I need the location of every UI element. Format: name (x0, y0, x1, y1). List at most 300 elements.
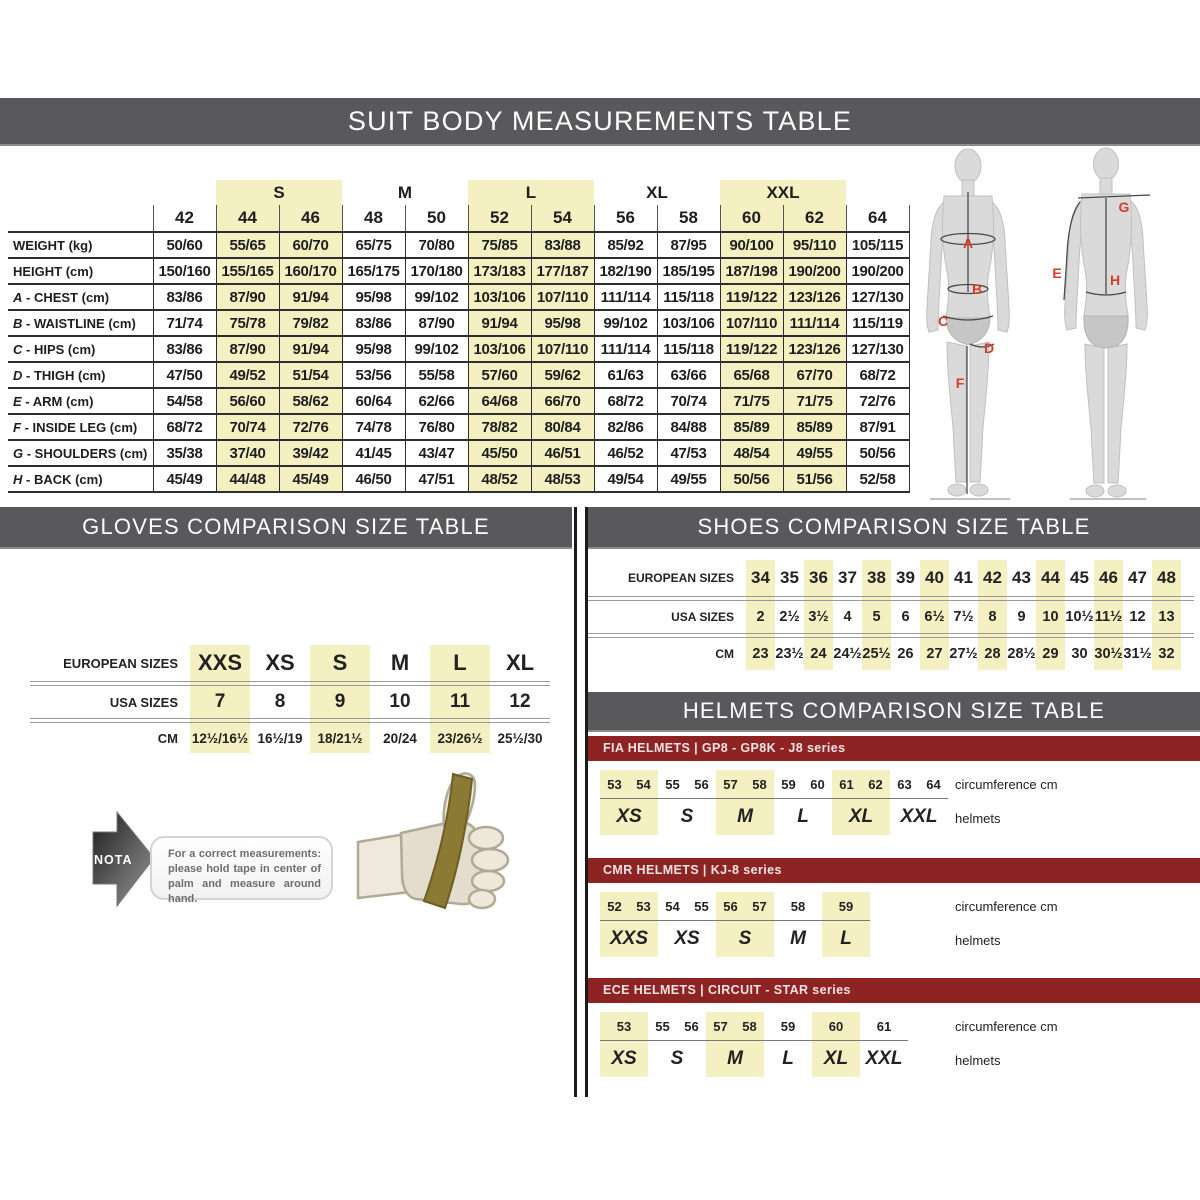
shoes-row (588, 638, 1194, 670)
suit-value-cell: 177/187 (531, 258, 594, 284)
suit-value-cell: 66/70 (531, 388, 594, 414)
suit-value-cell: 52/58 (846, 466, 909, 492)
helmet-size-group (658, 770, 716, 835)
suit-size-cell: 48 (342, 205, 405, 232)
suit-value-cell: 87/91 (846, 414, 909, 440)
cmr-helmet-groups (600, 892, 870, 957)
suit-group-cell (8, 180, 216, 205)
suit-value-cell: 37/40 (216, 440, 279, 466)
ece-helmet-groups (600, 1012, 908, 1077)
row-label: USA SIZES (109, 694, 178, 710)
circumference-value: 61 (839, 776, 854, 792)
circumference-row (774, 770, 832, 799)
circumference-value: 60 (828, 1018, 844, 1034)
suit-value-cell: 87/90 (216, 336, 279, 362)
suit-row-label: WEIGHT (kg) (8, 232, 153, 258)
suit-value-cell: 70/80 (405, 232, 468, 258)
suit-value-cell: 49/54 (594, 466, 657, 492)
circumference-row (860, 1012, 908, 1041)
gloves-cell: 16½/19 (257, 730, 303, 746)
suit-value-cell: 48/54 (720, 440, 783, 466)
suit-value-cell: 83/86 (153, 284, 216, 310)
suit-group-cell (846, 180, 909, 205)
circumference-value: 59 (838, 898, 854, 914)
suit-value-cell: 72/76 (846, 388, 909, 414)
helmet-size-group (774, 770, 832, 835)
suit-value-cell: 83/88 (531, 232, 594, 258)
suit-size-cell: 56 (594, 205, 657, 232)
suit-value-cell: 80/84 (531, 414, 594, 440)
fia-helmets-table (590, 770, 1200, 838)
gloves-cell: XXS (197, 650, 243, 675)
suit-value-cell: 115/119 (846, 310, 909, 336)
label-C-hips: C (937, 313, 949, 329)
shoes-cell: 24½ (833, 646, 862, 662)
suit-value-cell: 87/90 (216, 284, 279, 310)
circumference-label: circumference cm (955, 899, 1058, 914)
circumference-value: 53 (636, 898, 651, 914)
helmets-label: helmets (955, 811, 1001, 826)
circumference-value: 56 (694, 776, 709, 792)
circumference-value: 55 (665, 776, 680, 792)
shoes-cell: 46 (1099, 568, 1118, 587)
shoes-cell: 31½ (1123, 646, 1152, 662)
suit-value-cell: 70/74 (657, 388, 720, 414)
suit-value-cell: 85/89 (720, 414, 783, 440)
helmet-size-group (600, 770, 658, 835)
helmet-size-group (822, 892, 870, 957)
circumference-value: 58 (752, 776, 767, 792)
shoes-cell: 13 (1158, 609, 1175, 625)
suit-value-cell: 67/70 (783, 362, 846, 388)
circumference-row (648, 1012, 706, 1041)
gloves-row (30, 723, 550, 753)
circumference-label: circumference cm (955, 1019, 1058, 1034)
suit-value-cell: 43/47 (405, 440, 468, 466)
suit-value-cell: 47/51 (405, 466, 468, 492)
circumference-value: 59 (781, 776, 796, 792)
shoes-cell: 47 (1128, 568, 1147, 587)
helmets-label: helmets (955, 933, 1001, 948)
suit-value-cell: 50/56 (846, 440, 909, 466)
suit-value-cell: 61/63 (594, 362, 657, 388)
gloves-cell: 9 (334, 691, 346, 712)
helmet-size-label: XXS (609, 928, 649, 949)
helmet-size-label: XL (823, 1048, 849, 1069)
shoes-cell: 5 (872, 609, 881, 625)
suit-value-cell: 50/56 (720, 466, 783, 492)
suit-value-cell: 84/88 (657, 414, 720, 440)
circumference-value: 64 (926, 776, 941, 792)
helmet-size-group (716, 892, 774, 957)
circumference-row (822, 892, 870, 921)
suit-data-row (8, 466, 909, 492)
shoes-cell: 24 (810, 646, 827, 662)
circumference-row (774, 892, 822, 921)
suit-value-cell: 123/126 (783, 284, 846, 310)
circumference-row (658, 770, 716, 799)
suit-value-cell: 182/190 (594, 258, 657, 284)
shoes-cell: 36 (809, 568, 828, 587)
gloves-cell: 10 (389, 691, 411, 712)
helmet-size-label: S (738, 928, 752, 949)
suit-group-row (8, 180, 909, 205)
suit-value-cell: 44/48 (216, 466, 279, 492)
shoes-cell: 6½ (924, 609, 945, 625)
suit-value-cell: 63/66 (657, 362, 720, 388)
helmet-size-group (860, 1012, 908, 1077)
suit-data-row (8, 284, 909, 310)
suit-value-cell: 119/122 (720, 284, 783, 310)
suit-size-row (8, 205, 909, 232)
circumference-value: 56 (723, 898, 738, 914)
suit-value-cell: 90/100 (720, 232, 783, 258)
suit-data-row (8, 232, 909, 258)
suit-group-cell: L (468, 180, 594, 205)
circumference-row (832, 770, 890, 799)
suit-value-cell: 60/70 (279, 232, 342, 258)
suit-row-label: H - BACK (cm) (8, 466, 153, 492)
suit-size-cell: 62 (783, 205, 846, 232)
suit-value-cell: 95/98 (342, 284, 405, 310)
gloves-cell: XS (265, 650, 295, 675)
helmets-label: helmets (955, 1053, 1001, 1068)
gloves-cell: 8 (274, 691, 286, 712)
suit-value-cell: 111/114 (594, 284, 657, 310)
circumference-value: 54 (665, 898, 680, 914)
suit-value-cell: 71/75 (720, 388, 783, 414)
helmet-size-label: M (727, 1048, 743, 1069)
suit-value-cell: 68/72 (846, 362, 909, 388)
suit-value-cell: 160/170 (279, 258, 342, 284)
shoes-cell: 30½ (1094, 646, 1123, 662)
helmet-size-label: S (670, 1048, 684, 1069)
suit-size-cell: 58 (657, 205, 720, 232)
shoes-cell: 37 (838, 568, 857, 587)
suit-data-row (8, 362, 909, 388)
circumference-value: 61 (876, 1018, 892, 1034)
cmr-helmets-table (590, 892, 1200, 960)
circumference-value: 53 (607, 776, 622, 792)
shoes-cell: 8 (988, 609, 997, 625)
shoes-cell: 12 (1129, 609, 1146, 625)
suit-value-cell: 78/82 (468, 414, 531, 440)
suit-value-cell: 170/180 (405, 258, 468, 284)
suit-value-cell: 47/53 (657, 440, 720, 466)
suit-value-cell: 107/110 (531, 284, 594, 310)
circumference-value: 54 (636, 776, 651, 792)
suit-value-cell: 87/90 (405, 310, 468, 336)
suit-value-cell: 45/50 (468, 440, 531, 466)
helmet-size-label: XS (674, 928, 700, 949)
suit-size-cell: 54 (531, 205, 594, 232)
suit-row-label: B - WAISTLINE (cm) (8, 310, 153, 336)
suit-value-cell: 99/102 (405, 336, 468, 362)
gloves-cell: S (332, 650, 348, 675)
cmr-helmets-series-bar: CMR HELMETS | KJ-8 series (588, 858, 1200, 883)
suit-value-cell: 91/94 (468, 310, 531, 336)
shoes-cell: 38 (867, 568, 886, 587)
suit-size-cell: 50 (405, 205, 468, 232)
shoes-cell: 10 (1042, 609, 1059, 625)
suit-value-cell: 83/86 (342, 310, 405, 336)
shoes-cell: 27½ (949, 646, 978, 662)
row-label: EUROPEAN SIZES (627, 571, 734, 585)
helmet-size-group (600, 892, 658, 957)
suit-value-cell: 103/106 (468, 284, 531, 310)
circumference-value: 57 (723, 776, 738, 792)
suit-group-cell: XXL (720, 180, 846, 205)
shoes-cell: 32 (1158, 646, 1175, 662)
suit-value-cell: 48/53 (531, 466, 594, 492)
shoes-cell: 35 (780, 568, 799, 587)
circumference-value: 57 (752, 898, 767, 914)
shoes-cell: 6 (901, 609, 910, 625)
shoes-row (588, 560, 1194, 596)
suit-value-cell: 83/86 (153, 336, 216, 362)
circumference-value: 52 (607, 898, 622, 914)
shoes-cell: 2 (756, 609, 765, 625)
circumference-value: 56 (684, 1018, 699, 1034)
label-H-back: H (1109, 272, 1121, 288)
nota-label: NOTA (94, 853, 133, 867)
suit-value-cell: 103/106 (468, 336, 531, 362)
suit-data-row (8, 336, 909, 362)
suit-value-cell: 79/82 (279, 310, 342, 336)
suit-value-cell: 87/95 (657, 232, 720, 258)
helmets-table-title: HELMETS COMPARISON SIZE TABLE (682, 698, 1106, 723)
shoes-cell: 28 (984, 646, 1001, 662)
helmet-size-group (812, 1012, 860, 1077)
suit-value-cell: 85/92 (594, 232, 657, 258)
suit-row-label: E - ARM (cm) (8, 388, 153, 414)
shoes-cell: 30 (1071, 646, 1088, 662)
suit-value-cell: 99/102 (594, 310, 657, 336)
suit-row-label: HEIGHT (cm) (8, 258, 153, 284)
suit-value-cell: 48/52 (468, 466, 531, 492)
circumference-value: 58 (790, 898, 806, 914)
shoes-cell: 26 (897, 646, 914, 662)
suit-value-cell: 68/72 (594, 388, 657, 414)
suit-row-label: C - HIPS (cm) (8, 336, 153, 362)
suit-value-cell: 165/175 (342, 258, 405, 284)
suit-value-cell: 115/118 (657, 284, 720, 310)
suit-value-cell: 119/122 (720, 336, 783, 362)
label-F-inside-leg: F (955, 375, 965, 391)
suit-size-spacer (8, 205, 153, 232)
suit-value-cell: 85/89 (783, 414, 846, 440)
circumference-value: 55 (694, 898, 709, 914)
body-measurement-figure (910, 142, 1200, 510)
circumference-row (600, 892, 658, 921)
helmet-size-label: S (680, 806, 694, 827)
circumference-value: 53 (616, 1018, 632, 1034)
circumference-row (706, 1012, 764, 1041)
circumference-value: 57 (713, 1018, 728, 1034)
suit-row-label: F - INSIDE LEG (cm) (8, 414, 153, 440)
circumference-row (716, 892, 774, 921)
circumference-value: 63 (897, 776, 912, 792)
suit-row-label: D - THIGH (cm) (8, 362, 153, 388)
suit-value-cell: 155/165 (216, 258, 279, 284)
suit-data-row (8, 258, 909, 284)
gloves-cell: L (453, 650, 467, 675)
suit-value-cell: 68/72 (153, 414, 216, 440)
shoes-cell: 25½ (862, 646, 891, 662)
suit-value-cell: 150/160 (153, 258, 216, 284)
suit-value-cell: 95/98 (342, 336, 405, 362)
suit-row-label: A - CHEST (cm) (8, 284, 153, 310)
fia-helmets-series-bar: FIA HELMETS | GP8 - GP8K - J8 series (588, 736, 1200, 761)
suit-value-cell: 55/58 (405, 362, 468, 388)
suit-value-cell: 76/80 (405, 414, 468, 440)
shoes-cell: 43 (1012, 568, 1031, 587)
suit-value-cell: 127/130 (846, 336, 909, 362)
shoes-cell: 41 (954, 568, 973, 587)
helmet-size-group (600, 1012, 648, 1077)
suit-value-cell: 185/195 (657, 258, 720, 284)
shoes-cell: 39 (896, 568, 915, 587)
suit-value-cell: 95/98 (531, 310, 594, 336)
label-E-arm: E (1052, 265, 1062, 281)
label-D-thigh: D (983, 340, 995, 356)
circumference-value: 59 (780, 1018, 796, 1034)
helmet-size-label: XXL (900, 806, 938, 827)
helmet-size-label: XS (611, 1048, 637, 1069)
suit-value-cell: 50/60 (153, 232, 216, 258)
shoes-cell: 45 (1070, 568, 1089, 587)
gloves-cell: 18/21½ (317, 730, 363, 746)
suit-value-cell: 60/64 (342, 388, 405, 414)
suit-group-cell: M (397, 182, 413, 202)
suit-value-cell: 46/52 (594, 440, 657, 466)
suit-data-row (8, 414, 909, 440)
shoes-cell: 23½ (775, 646, 804, 662)
suit-value-cell: 45/49 (279, 466, 342, 492)
gloves-cell: 23/26½ (437, 730, 483, 746)
suit-value-cell: 58/62 (279, 388, 342, 414)
shoes-cell: 3½ (808, 609, 829, 625)
shoes-cell: 42 (983, 568, 1002, 587)
thumbs-up-measure-illustration (356, 768, 518, 930)
suit-value-cell: 46/50 (342, 466, 405, 492)
suit-value-cell: 70/74 (216, 414, 279, 440)
suit-value-cell: 49/55 (657, 466, 720, 492)
panel-divider-left (574, 507, 577, 1097)
suit-value-cell: 75/85 (468, 232, 531, 258)
row-label: USA SIZES (671, 610, 734, 624)
shoes-cell: 27 (926, 646, 943, 662)
suit-measurements-section (8, 180, 910, 493)
helmet-size-group (658, 892, 716, 957)
circumference-row (764, 1012, 812, 1041)
circumference-row (890, 770, 948, 799)
suit-size-cell: 64 (846, 205, 909, 232)
shoes-cell: 48 (1157, 568, 1176, 587)
suit-value-cell: 75/78 (216, 310, 279, 336)
shoes-cell: 29 (1042, 646, 1059, 662)
shoes-cell: 11½ (1094, 609, 1123, 625)
shoes-row (588, 601, 1194, 633)
suit-data-row (8, 310, 909, 336)
suit-value-cell: 173/183 (468, 258, 531, 284)
gloves-cell: XL (505, 650, 535, 675)
circumference-value: 60 (810, 776, 825, 792)
suit-value-cell: 99/102 (405, 284, 468, 310)
suit-value-cell: 91/94 (279, 284, 342, 310)
suit-value-cell: 111/114 (594, 336, 657, 362)
suit-value-cell: 190/200 (846, 258, 909, 284)
helmet-size-label: XL (848, 806, 874, 827)
suit-size-cell: 60 (720, 205, 783, 232)
suit-value-cell: 62/66 (405, 388, 468, 414)
circumference-value: 55 (655, 1018, 670, 1034)
helmet-size-group (706, 1012, 764, 1077)
suit-value-cell: 54/58 (153, 388, 216, 414)
shoes-cell: 44 (1041, 568, 1060, 587)
shoes-cell: 2½ (779, 609, 800, 625)
suit-value-cell: 57/60 (468, 362, 531, 388)
suit-row-label: G - SHOULDERS (cm) (8, 440, 153, 466)
shoes-cell: 7½ (953, 609, 974, 625)
helmet-size-label: XS (616, 806, 642, 827)
suit-group-cell: S (216, 180, 342, 205)
gloves-row (30, 686, 550, 718)
suit-value-cell: 123/126 (783, 336, 846, 362)
helmet-size-group (774, 892, 822, 957)
fia-helmet-groups (600, 770, 948, 835)
row-label: CM (157, 730, 178, 746)
row-label: EUROPEAN SIZES (63, 655, 178, 671)
suit-value-cell: 71/75 (783, 388, 846, 414)
circumference-value: 58 (742, 1018, 757, 1034)
suit-value-cell: 65/68 (720, 362, 783, 388)
circumference-row (600, 1012, 648, 1041)
gloves-row (30, 645, 550, 681)
gloves-cell: 25½/30 (497, 730, 543, 746)
shoes-table-title: SHOES COMPARISON SIZE TABLE (697, 514, 1091, 539)
suit-measurements-table (8, 180, 910, 493)
suit-table-title: SUIT BODY MEASUREMENTS TABLE (347, 106, 853, 136)
suit-value-cell: 65/75 (342, 232, 405, 258)
suit-group-cell: XL (646, 182, 668, 202)
helmet-size-group (716, 770, 774, 835)
label-B-waistline: B (971, 281, 983, 297)
suit-value-cell: 35/38 (153, 440, 216, 466)
helmet-size-group (648, 1012, 706, 1077)
suit-value-cell: 127/130 (846, 284, 909, 310)
suit-value-cell: 95/110 (783, 232, 846, 258)
suit-value-cell: 56/60 (216, 388, 279, 414)
helmet-size-group (890, 770, 948, 835)
circumference-label: circumference cm (955, 777, 1058, 792)
suit-value-cell: 105/115 (846, 232, 909, 258)
suit-value-cell: 45/49 (153, 466, 216, 492)
suit-size-cell: 52 (468, 205, 531, 232)
suit-value-cell: 49/52 (216, 362, 279, 388)
suit-value-cell: 46/51 (531, 440, 594, 466)
gloves-comparison-table (30, 645, 550, 753)
suit-value-cell: 53/56 (342, 362, 405, 388)
shoes-cell: 4 (843, 609, 852, 625)
gloves-cell: 12½/16½ (191, 730, 249, 746)
row-label: CM (715, 647, 734, 661)
suit-value-cell: 51/56 (783, 466, 846, 492)
gloves-table-title: GLOVES COMPARISON SIZE TABLE (82, 514, 490, 539)
suit-table-header (0, 98, 1200, 146)
shoes-cell: 10½ (1065, 609, 1094, 625)
gloves-cell: M (390, 650, 410, 675)
